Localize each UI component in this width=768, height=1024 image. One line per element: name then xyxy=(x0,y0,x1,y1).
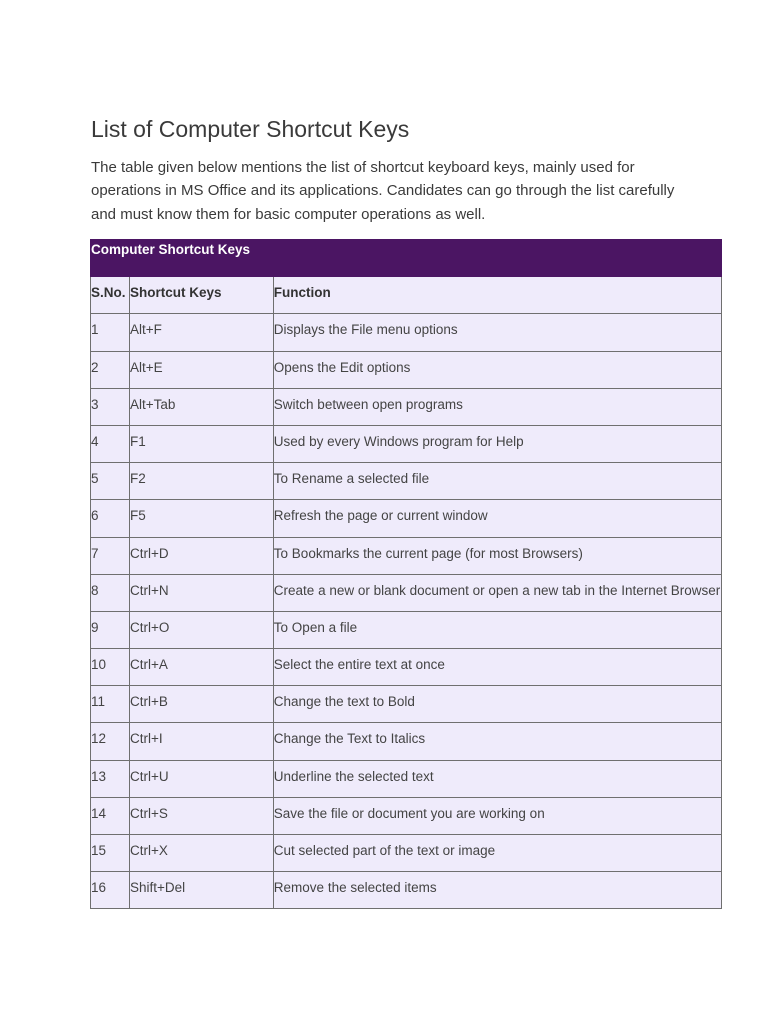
table-row xyxy=(91,388,722,425)
table-row xyxy=(91,500,722,537)
cell-sno: 10 xyxy=(91,649,130,686)
cell-function: Change the text to Bold xyxy=(273,686,721,723)
cell-shortcut-keys: Ctrl+B xyxy=(129,686,273,723)
table-row xyxy=(91,611,722,648)
cell-shortcut-keys: F2 xyxy=(129,463,273,500)
cell-shortcut-keys: F5 xyxy=(129,500,273,537)
cell-function: Displays the File menu options xyxy=(273,314,721,351)
table-row xyxy=(91,760,722,797)
cell-sno: 2 xyxy=(91,351,130,388)
table-row xyxy=(91,835,722,872)
cell-function: Refresh the page or current window xyxy=(273,500,721,537)
cell-sno: 6 xyxy=(91,500,130,537)
table-row xyxy=(91,314,722,351)
cell-function: Save the file or document you are working on xyxy=(273,797,721,834)
cell-sno: 5 xyxy=(91,463,130,500)
cell-shortcut-keys: Ctrl+U xyxy=(129,760,273,797)
cell-sno: 7 xyxy=(91,537,130,574)
cell-shortcut-keys: Alt+Tab xyxy=(129,388,273,425)
cell-shortcut-keys: Ctrl+S xyxy=(129,797,273,834)
cell-function: Change the Text to Italics xyxy=(273,723,721,760)
table-row xyxy=(91,723,722,760)
table-header-row xyxy=(91,277,722,314)
cell-function: To Rename a selected file xyxy=(273,463,721,500)
cell-shortcut-keys: Alt+E xyxy=(129,351,273,388)
cell-sno: 15 xyxy=(91,835,130,872)
cell-function: Switch between open programs xyxy=(273,388,721,425)
table-row xyxy=(91,797,722,834)
table-row xyxy=(91,351,722,388)
cell-sno: 3 xyxy=(91,388,130,425)
cell-sno: 1 xyxy=(91,314,130,351)
table-row xyxy=(91,649,722,686)
cell-shortcut-keys: Ctrl+D xyxy=(129,537,273,574)
header-function: Function xyxy=(273,277,721,314)
table-row xyxy=(91,463,722,500)
cell-sno: 11 xyxy=(91,686,130,723)
cell-shortcut-keys: Ctrl+X xyxy=(129,835,273,872)
cell-shortcut-keys: F1 xyxy=(129,425,273,462)
intro-paragraph: The table given below mentions the list of shortcut keyboard keys, mainly used for operations in MS Office and its applications. Candidates can go through the list carefully and must know them for basic computer operations as well. xyxy=(91,159,675,223)
table-caption: Computer Shortcut Keys xyxy=(91,240,722,277)
cell-sno: 9 xyxy=(91,611,130,648)
cell-shortcut-keys: Ctrl+A xyxy=(129,649,273,686)
cell-function: Underline the selected text xyxy=(273,760,721,797)
header-sno: S.No. xyxy=(91,277,130,314)
table-row xyxy=(91,574,722,611)
table-row xyxy=(91,425,722,462)
cell-function: To Open a file xyxy=(273,611,721,648)
cell-shortcut-keys: Ctrl+O xyxy=(129,611,273,648)
table-row xyxy=(91,537,722,574)
cell-shortcut-keys: Shift+Del xyxy=(129,872,273,909)
cell-sno: 13 xyxy=(91,760,130,797)
table-row xyxy=(91,686,722,723)
cell-function: Cut selected part of the text or image xyxy=(273,835,721,872)
cell-function: Select the entire text at once xyxy=(273,649,721,686)
cell-shortcut-keys: Alt+F xyxy=(129,314,273,351)
header-shortcut-keys: Shortcut Keys xyxy=(129,277,273,314)
cell-function: To Bookmarks the current page (for most Browsers) xyxy=(273,537,721,574)
shortcut-table xyxy=(90,239,722,909)
cell-sno: 14 xyxy=(91,797,130,834)
page-title: List of Computer Shortcut Keys xyxy=(91,116,410,142)
table-row xyxy=(91,872,722,909)
cell-sno: 16 xyxy=(91,872,130,909)
cell-function: Used by every Windows program for Help xyxy=(273,425,721,462)
cell-sno: 12 xyxy=(91,723,130,760)
cell-function: Create a new or blank document or open a new tab in the Internet Browser xyxy=(273,574,721,611)
cell-shortcut-keys: Ctrl+I xyxy=(129,723,273,760)
cell-function: Remove the selected items xyxy=(273,872,721,909)
cell-function: Opens the Edit options xyxy=(273,351,721,388)
cell-shortcut-keys: Ctrl+N xyxy=(129,574,273,611)
cell-sno: 4 xyxy=(91,425,130,462)
table-caption-row xyxy=(91,240,722,277)
cell-sno: 8 xyxy=(91,574,130,611)
